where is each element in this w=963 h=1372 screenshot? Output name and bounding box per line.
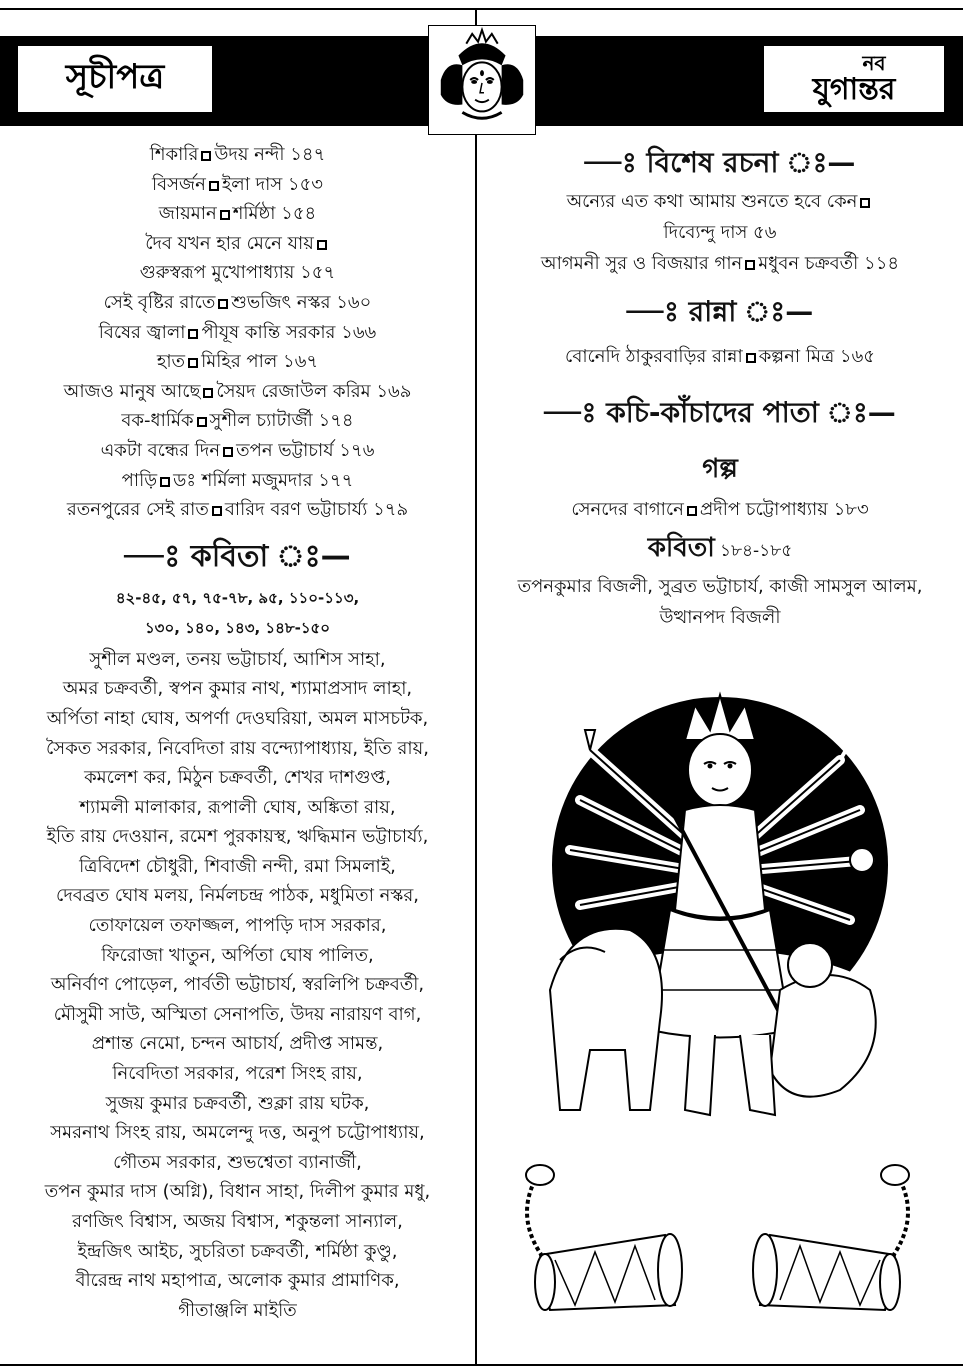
kids-poets-line-1: তপনকুমার বিজলী, সুব্রত ভট্টাচার্য, কাজী সামসুল আলম, bbox=[517, 576, 923, 597]
poet-line: শ্যামলী মালাকার, রূপালী ঘোষ, অঙ্কিতা রায়, bbox=[79, 796, 396, 818]
bottom-rule bbox=[0, 1364, 963, 1366]
poet-line: তোফায়েল তফাজ্জল, পাপড়ি দাস সরকার, bbox=[88, 915, 387, 937]
poet-line: ইন্দ্রজিৎ আইচ, সুচরিতা চক্রবর্তী, শর্মিষ্ঠা কুণ্ডু, bbox=[77, 1240, 398, 1262]
goddess-face-logo bbox=[428, 25, 536, 135]
poet-line: কমলেশ কর, মিঠুন চক্রবর্তী, শেখর দাশগুপ্ত, bbox=[84, 767, 391, 789]
bullet-square-icon bbox=[860, 198, 870, 208]
poet-line: ফিরোজা খাতুন, অর্পিতা ঘোষ পালিত, bbox=[101, 944, 374, 966]
bullet-square-icon bbox=[745, 260, 755, 270]
poet-line: সুশীল মণ্ডল, তনয় ভট্টাচার্য, আশিস সাহা, bbox=[89, 648, 386, 670]
kids-poets-line-2: উত্থানপদ বিজলী bbox=[659, 607, 781, 628]
brand-line-1: নব bbox=[862, 50, 886, 75]
story-entry-author: উদয় নন্দী ১৪৭ bbox=[214, 144, 326, 165]
story-entry-title: আজও মানুষ আছে bbox=[63, 380, 201, 402]
story-entry-author: মিহির পাল ১৬৭ bbox=[201, 351, 319, 373]
cooking-item-title: বোনেদি ঠাকুরবাড়ির রান্না bbox=[565, 346, 743, 367]
poetry-pages-line-1: ৪২-৪৫, ৫৭, ৭৫-৭৮, ৯৫, ১১০-১১৩, bbox=[115, 588, 360, 607]
bullet-square-icon bbox=[197, 417, 207, 427]
page-title-text: সূচীপত্র bbox=[65, 56, 165, 97]
poet-line: অমর চক্রবর্তী, স্বপন কুমার নাথ, শ্যামাপ্রসাদ লাহা, bbox=[62, 678, 413, 700]
story-entry-author: পীযূষ কান্তি সরকার ১৬৬ bbox=[201, 321, 377, 343]
bullet-square-icon bbox=[203, 388, 213, 398]
poet-line: রণজিৎ বিশ্বাস, অজয় বিশ্বাস, শকুন্তলা সান্যাল, bbox=[72, 1211, 403, 1232]
poet-line: অর্পিতা নাহা ঘোষ, অপর্ণা দেওঘরিয়া, অমল মাসচটক, bbox=[46, 707, 429, 729]
cooking-item-author: কল্পনা মিত্র ১৬৫ bbox=[758, 346, 875, 367]
page-title bbox=[18, 46, 212, 112]
kids-poem-line bbox=[477, 525, 963, 571]
top-rule bbox=[0, 8, 963, 10]
dhak-drum-left-icon bbox=[515, 1160, 695, 1320]
bullet-square-icon bbox=[188, 358, 198, 368]
poet-line: তপন কুমার দাস (অগ্নি), বিধান সাহা, দিলীপ কুমার মধু, bbox=[44, 1181, 431, 1203]
story-entry bbox=[0, 318, 475, 348]
story-entry bbox=[0, 466, 475, 496]
brand-logo bbox=[764, 46, 944, 112]
story-entry-title: হাত bbox=[156, 351, 186, 373]
poet-line: ইতি রায় দেওয়ান, রমেশ পুরকায়স্থ, ঋদ্ধিমান ভট্টাচার্য্য, bbox=[46, 826, 429, 848]
poet-line: গৌতম সরকার, শুভশ্বেতা ব্যানার্জী, bbox=[113, 1151, 362, 1173]
special-item-1-author: দিব্যেন্দু দাস ৫৬ bbox=[663, 222, 777, 243]
poet-line: গীতাঞ্জলি মাইতি bbox=[178, 1299, 297, 1321]
story-entry bbox=[0, 288, 475, 318]
story-entry bbox=[0, 347, 475, 377]
story-entry bbox=[0, 199, 475, 229]
story-entry-title: একটা বন্ধের দিন bbox=[100, 439, 221, 461]
story-list bbox=[0, 140, 475, 525]
poet-line: মৌসুমী সাউ, অস্মিতা সেনাপতি, উদয় নারায়ণ বাগ, bbox=[53, 1003, 422, 1025]
story-entry-title: জায়মান bbox=[158, 203, 217, 225]
bullet-square-icon bbox=[212, 506, 222, 516]
special-item-2-author: মধুবন চক্রবর্তী ১১৪ bbox=[758, 253, 900, 274]
story-item-title: সেনদের বাগানে bbox=[571, 499, 684, 520]
right-column bbox=[477, 140, 963, 633]
bullet-square-icon bbox=[201, 151, 211, 161]
story-entry bbox=[0, 495, 475, 525]
story-entry-author: বারিদ বরণ ভট্টাচার্য্য ১৭৯ bbox=[224, 499, 409, 521]
story-entry-title: পাড়ি bbox=[121, 469, 158, 491]
left-column bbox=[0, 140, 475, 1325]
story-item-author: প্রদীপ চট্টোপাধ্যায় ১৮৩ bbox=[699, 499, 869, 520]
story-entry-title: বক-ধার্মিক bbox=[121, 410, 194, 432]
poet-line: সৈকত সরকার, নিবেদিতা রায় বন্দ্যোপাধ্যায়, ইতি রায়, bbox=[46, 737, 429, 759]
bullet-square-icon bbox=[687, 506, 697, 516]
story-entry bbox=[0, 170, 475, 200]
story-entry-author: শুভজিৎ নস্কর ১৬০ bbox=[231, 291, 372, 313]
story-entry-title: দৈব যখন হার মেনে যায় bbox=[145, 232, 314, 254]
bullet-square-icon bbox=[220, 210, 230, 220]
story-entry-author: সৈয়দ রেজাউল করিম ১৬৯ bbox=[216, 380, 412, 402]
story-item bbox=[477, 494, 963, 525]
story-entry-title: শিকারি bbox=[149, 144, 199, 165]
dhak-drum-right-icon bbox=[740, 1160, 920, 1320]
poet-line: সমরনাথ সিংহ রায়, অমলেন্দু দত্ত, অনুপ চট্টোপাধ্যায়, bbox=[50, 1122, 425, 1144]
bullet-square-icon bbox=[209, 181, 219, 191]
story-entry-title: বিসর্জন bbox=[152, 173, 206, 195]
poet-list bbox=[0, 645, 475, 1326]
poetry-heading: —ঃ কবিতা ঃ— bbox=[124, 538, 351, 574]
story-entry bbox=[0, 406, 475, 436]
kids-heading: —ঃ কচি-কাঁচাদের পাতা ঃ— bbox=[544, 396, 896, 429]
brand-line-2: যুগান্তর bbox=[812, 71, 896, 107]
special-item-1-title: অন্যের এত কথা আমায় শুনতে হবে কেন bbox=[566, 191, 858, 212]
story-entry-author: গুরুস্বরূপ মুখোপাধ্যায় ১৫৭ bbox=[139, 262, 336, 284]
poet-line: দেবব্রত ঘোষ মলয়, নির্মলচন্দ্র পাঠক, মধুমিতা নস্কর, bbox=[56, 885, 419, 907]
story-entry-author: তপন ভট্টাচার্য ১৭৬ bbox=[236, 439, 375, 461]
story-entry-author: শর্মিষ্ঠা ১৫৪ bbox=[232, 203, 317, 225]
kids-poem-pages: ১৮৪-১৮৫ bbox=[719, 541, 793, 561]
cooking-heading: —ঃ রান্না ঃ— bbox=[626, 295, 814, 328]
story-entry bbox=[0, 436, 475, 466]
story-entry bbox=[0, 258, 475, 288]
bullet-square-icon bbox=[746, 353, 756, 363]
story-entry bbox=[0, 229, 475, 259]
story-entry-author: ইলা দাস ১৫৩ bbox=[221, 173, 323, 195]
bullet-square-icon bbox=[218, 299, 228, 309]
bullet-square-icon bbox=[223, 447, 233, 457]
story-entry-title: রতনপুরের সেই রাত bbox=[66, 499, 209, 521]
poet-line: ত্রিবিদেশ চৌধুরী, শিবাজী নন্দী, রমা সিমলাই, bbox=[79, 855, 396, 877]
special-item-2-title: আগমনী সুর ও বিজয়ার গান bbox=[540, 253, 743, 274]
poet-line: নিবেদিতা সরকার, পরেশ সিংহ রায়, bbox=[112, 1063, 363, 1085]
poetry-pages-line-2: ১৩০, ১৪০, ১৪৩, ১৪৮-১৫০ bbox=[144, 618, 331, 637]
story-entry-title: সেই বৃষ্টির রাতে bbox=[103, 291, 216, 313]
bullet-square-icon bbox=[317, 240, 327, 250]
special-item-1 bbox=[477, 186, 963, 217]
cooking-item bbox=[477, 341, 963, 372]
story-entry-title: বিষের জ্বালা bbox=[98, 321, 186, 343]
poet-line: অনির্বাণ পোড়েল, পার্বতী ভট্টাচার্য, স্বরলিপি চক্রবর্তী, bbox=[50, 974, 425, 996]
poet-line: সুজয় কুমার চক্রবর্তী, শুক্লা রায় ঘটক, bbox=[105, 1092, 370, 1114]
story-entry-author: সুশীল চ্যাটার্জী ১৭৪ bbox=[209, 410, 354, 432]
story-entry bbox=[0, 377, 475, 407]
special-item-2 bbox=[477, 248, 963, 279]
bullet-square-icon bbox=[160, 477, 170, 487]
durga-illustration bbox=[510, 690, 930, 1160]
story-entry-author: ডঃ শর্মিলা মজুমদার ১৭৭ bbox=[173, 469, 354, 491]
bullet-square-icon bbox=[188, 329, 198, 339]
poet-line: বীরেন্দ্র নাথ মহাপাত্র, অলোক কুমার প্রামাণিক, bbox=[75, 1270, 400, 1292]
goddess-face-icon bbox=[429, 26, 535, 134]
special-heading: —ঃ বিশেষ রচনা ঃ— bbox=[584, 146, 856, 179]
story-heading: গল্প bbox=[702, 454, 738, 484]
kids-poem-heading: কবিতা bbox=[647, 533, 715, 563]
poet-line: প্রশান্ত নেমো, চন্দন আচার্য, প্রদীপ্ত সামন্ত, bbox=[91, 1033, 384, 1055]
story-entry bbox=[0, 140, 475, 170]
